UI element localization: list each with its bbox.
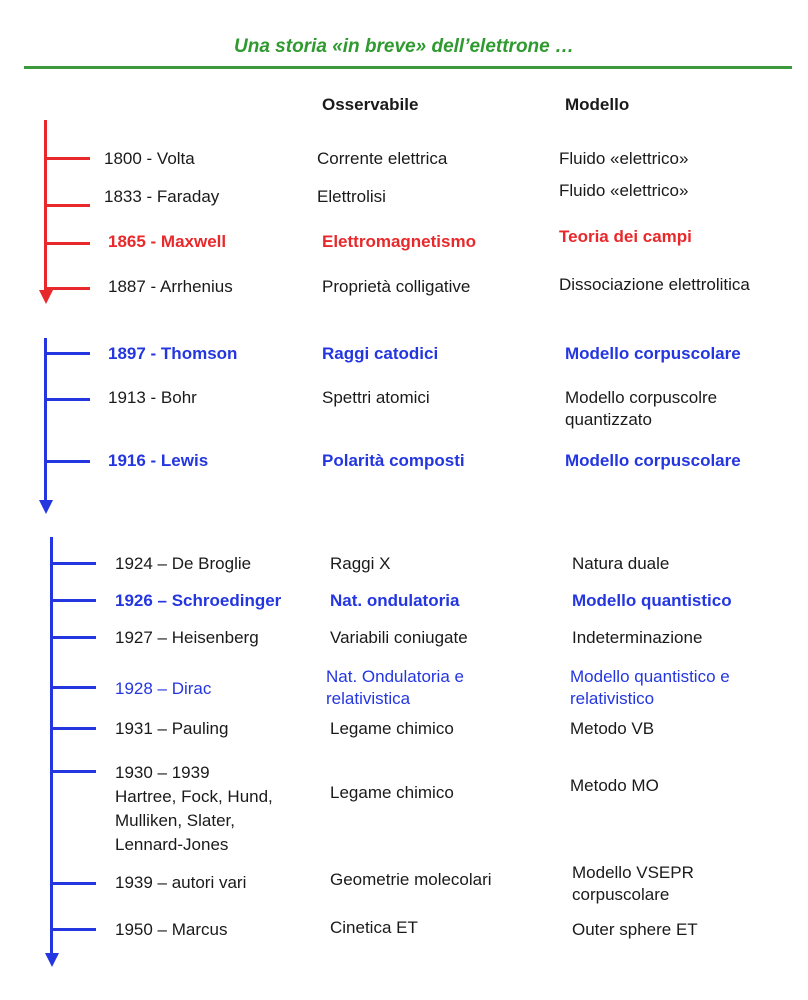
row-model: Modello quantistico e relativistico [570,667,730,708]
row-year: 1913 - Bohr [108,388,197,407]
timeline-tick [44,287,90,290]
row-year: 1833 - Faraday [104,187,220,206]
arrow-down-icon [39,290,53,304]
row-observable: Nat. ondulatoria [330,591,460,610]
row-observable: Variabili coniugate [330,628,468,647]
row-model: Teoria dei campi [559,227,692,246]
timeline-axis [44,338,47,502]
row-observable: Proprietà colligative [322,277,471,296]
timeline-tick [50,882,96,885]
timeline-tick [44,398,90,401]
row-model: Fluido «elettrico» [559,181,689,200]
row-model: Modello corpuscolare [565,344,741,363]
row-year: 1927 – Heisenberg [115,628,259,647]
row-year: 1924 – De Broglie [115,554,252,573]
row-year: 1916 - Lewis [108,451,209,470]
row-model: Metodo VB [570,719,655,738]
column-header-observable: Osservabile [322,95,419,114]
timeline-tick [50,727,96,730]
row-model: Outer sphere ET [572,920,698,939]
row-model: Metodo MO [570,776,659,795]
row-model: Natura duale [572,554,670,573]
row-year: 1939 – autori vari [115,873,247,892]
row-observable: Raggi X [330,554,391,573]
timeline-tick [50,636,96,639]
row-model: Indeterminazione [572,628,703,647]
timeline-tick [44,460,90,463]
row-model: Modello corpuscolre quantizzato [565,388,718,429]
timeline-tick [44,352,90,355]
column-header-model: Modello [565,95,630,114]
row-observable: Polarità composti [322,451,465,470]
row-year: 1931 – Pauling [115,719,229,738]
row-model: Modello corpuscolare [565,451,741,470]
row-year: 1865 - Maxwell [108,232,227,251]
row-year: 1950 – Marcus [115,920,228,939]
row-observable: Spettri atomici [322,388,430,407]
row-year: 1926 – Schroedinger [115,591,282,610]
row-observable: Corrente elettrica [317,149,448,168]
row-observable: Elettrolisi [317,187,386,206]
row-observable: Legame chimico [330,783,454,802]
timeline-tick [44,242,90,245]
row-year: 1897 - Thomson [108,344,238,363]
row-year: 1930 – 1939 Hartree, Fock, Hund, Mulliken, Slater, Lennard-Jones [115,763,273,854]
timeline-tick [50,599,96,602]
row-observable: Raggi catodici [322,344,439,363]
timeline-tick [50,770,96,773]
row-observable: Nat. Ondulatoria e relativistica [326,667,464,708]
row-model: Modello VSEPR corpuscolare [572,863,694,904]
timeline-tick [50,562,96,565]
row-model: Fluido «elettrico» [559,149,689,168]
timeline-tick [44,204,90,207]
arrow-down-icon [45,953,59,967]
page-title: Una storia «in breve» dell’elettrone … [234,36,574,57]
row-observable: Legame chimico [330,719,454,738]
title-divider [24,66,792,69]
timeline-tick [44,157,90,160]
row-model: Dissociazione elettrolitica [559,275,750,294]
row-year: 1887 - Arrhenius [108,277,233,296]
timeline-tick [50,928,96,931]
row-model: Modello quantistico [572,591,732,610]
timeline-tick [50,686,96,689]
row-observable: Geometrie molecolari [330,870,492,889]
row-observable: Cinetica ET [330,918,418,937]
row-year: 1928 – Dirac [115,679,212,698]
arrow-down-icon [39,500,53,514]
row-observable: Elettromagnetismo [322,232,476,251]
row-year: 1800 - Volta [104,149,195,168]
